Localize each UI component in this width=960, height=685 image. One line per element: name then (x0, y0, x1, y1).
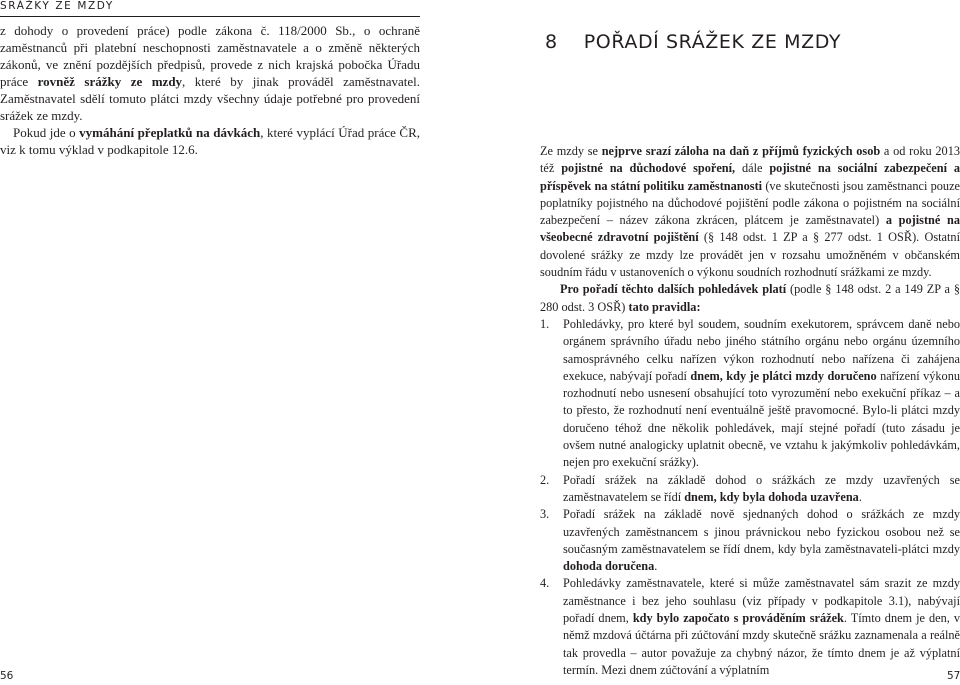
bold-text: a pojistné na všeobecné zdravotní pojištění (540, 213, 960, 245)
rules-lead (540, 281, 960, 316)
page-number-right: 57 (947, 670, 960, 682)
text: Ze mzdy se (540, 144, 602, 158)
list-number: 3. (540, 507, 550, 522)
header-rule (0, 16, 420, 17)
list-number: 1. (540, 316, 550, 331)
running-head: SRÁŽKY ZE MZDY (0, 0, 114, 12)
list-item (540, 316, 960, 472)
list-number: 4. (540, 576, 550, 591)
bold-text: pojistné na sociální zabezpečení a příspěvek na státní politiku zaměstnanosti (540, 161, 960, 193)
right-page (540, 0, 960, 685)
bold-text: dnem, kdy je plátci mzdy doručeno (690, 368, 877, 383)
bold-text: nejprve srazí záloha na daň z příjmů fyzických osob (601, 144, 881, 158)
left-body (0, 22, 420, 158)
bold-text: Pro pořadí těchto dalších pohledávek platí (560, 282, 787, 297)
page-number-left: 56 (0, 670, 14, 682)
text: Pořadí srážek na základě nově sjednaných dohod o srážkách ze mzdy uzavřených zaměstnancem s jinou právnickou nebo fyzickou osobou než se současným zaměstnavatelem se řídí dnem, kdy byla zaměstnavateli-plátci mzdy (563, 507, 960, 556)
text: nařízení výkonu rozhodnutí nebo usnesení obsahující toto vyrozumění nebo exekuční příkaz – a to přesto, že rozhodnutí není eventuálně ještě pravomocné. Bylo-li plátci mzdy doručeno téhož dne několik pohledávek, mají stejné pořadí (tuto zásadu je ovšem nutné analogicky uplatnit obecně, ve vztahu k jakýmkoliv pohledávkám, nejen pro exekuční srážky). (563, 368, 960, 470)
right-body (540, 143, 960, 679)
list-number: 2. (540, 472, 550, 487)
chapter-title: POŘADÍ SRÁŽEK ZE MZDY (583, 31, 842, 53)
intro-paragraph (540, 143, 960, 281)
list-item (540, 506, 960, 575)
paragraph (0, 22, 420, 124)
text: . (654, 559, 658, 574)
text: Pořadí srážek na základě dohod o srážkách ze mzdy uzavřených se zaměstnavatelem se řídí (563, 472, 960, 504)
bold-text: vymáhání přeplatků na dávkách (79, 125, 261, 140)
text: Pokud jde o (13, 125, 80, 140)
paragraph (0, 124, 420, 158)
text: , které vyplácí Úřad práce ČR, viz k tomu výklad v podkapitole 12.6. (0, 125, 420, 157)
bold-text: tato pravidla: (628, 299, 701, 314)
text: (ve skutečnosti jsou zaměstnanci pouze poplatníky pojistného na důchodové pojištění podle zákona o pojistném na sociální zabezpečení – název zákona zkrácen, plátcem je zaměstnavatel) (540, 178, 960, 228)
bold-text: pojistné na důchodové spoření, (561, 161, 736, 176)
list-item (540, 472, 960, 507)
text: z dohody o provedení práce) podle zákona č. 118/2000 Sb., o ochraně zaměstnanců při platební neschopnosti zaměstnavatele a o změně některých zákonů, ve znění pozdějších předpisů, provede z nich krajská pobočka Úřadu práce (0, 23, 420, 89)
bold-text: dohoda doručena (563, 559, 655, 574)
bold-text: rovněž srážky ze mzdy (37, 74, 183, 89)
rules-list (540, 316, 960, 679)
text: dále (735, 161, 770, 176)
bold-text: dnem, kdy byla dohoda uzavřena (684, 489, 859, 504)
text: (§ 148 odst. 1 ZP a § 277 odst. 1 OSŘ). Ostatní dovolené srážky ze mzdy lze provádět jen v rozsahu umožněném v občanském soudním řádu v ustanoveních o výkonu soudních rozhodnutí srážkami ze mzdy. (540, 230, 960, 280)
chapter-heading (545, 31, 841, 53)
text: . (858, 489, 862, 504)
text: a od roku 2013 též (540, 144, 960, 176)
text: Pohledávky zaměstnavatele, které si může zaměstnavatel sám srazit ze mzdy zaměstnance i bez jeho souhlasu (viz případy v podkapitole 3.1), nabývají pořadí dnem, (563, 576, 960, 626)
text: . Tímto dnem je den, v němž mzdová účtárna při zúčtování mzdy skutečně srážku zaznamenala a reálně tak provedla – autor považuje za chybný názor, že tímto dnem je až výplatní termín. Mezi dnem zúčtování a výplatním (563, 611, 960, 677)
text: , které by jinak prováděl zaměstnavatel. Zaměstnavatel sdělí tomuto plátci mzdy všechny údaje potřebné pro provedení srážek ze mzdy. (0, 74, 420, 123)
chapter-number: 8 (545, 31, 558, 53)
bold-text: kdy bylo započato s prováděním srážek (632, 611, 844, 626)
text: Pohledávky, pro které byl soudem, soudním exekutorem, správcem daně nebo orgánem správního úřadu nebo jiného státního orgánu nebo orgánu územního samosprávného celku nařízen výkon rozhodnutí nebo nařízena či zahájena exekuce, nabývají pořadí (563, 316, 960, 383)
list-item (540, 575, 960, 679)
text: (podle § 148 odst. 2 a 149 ZP a § 280 odst. 3 OSŘ) (540, 282, 960, 314)
left-page (0, 0, 420, 685)
